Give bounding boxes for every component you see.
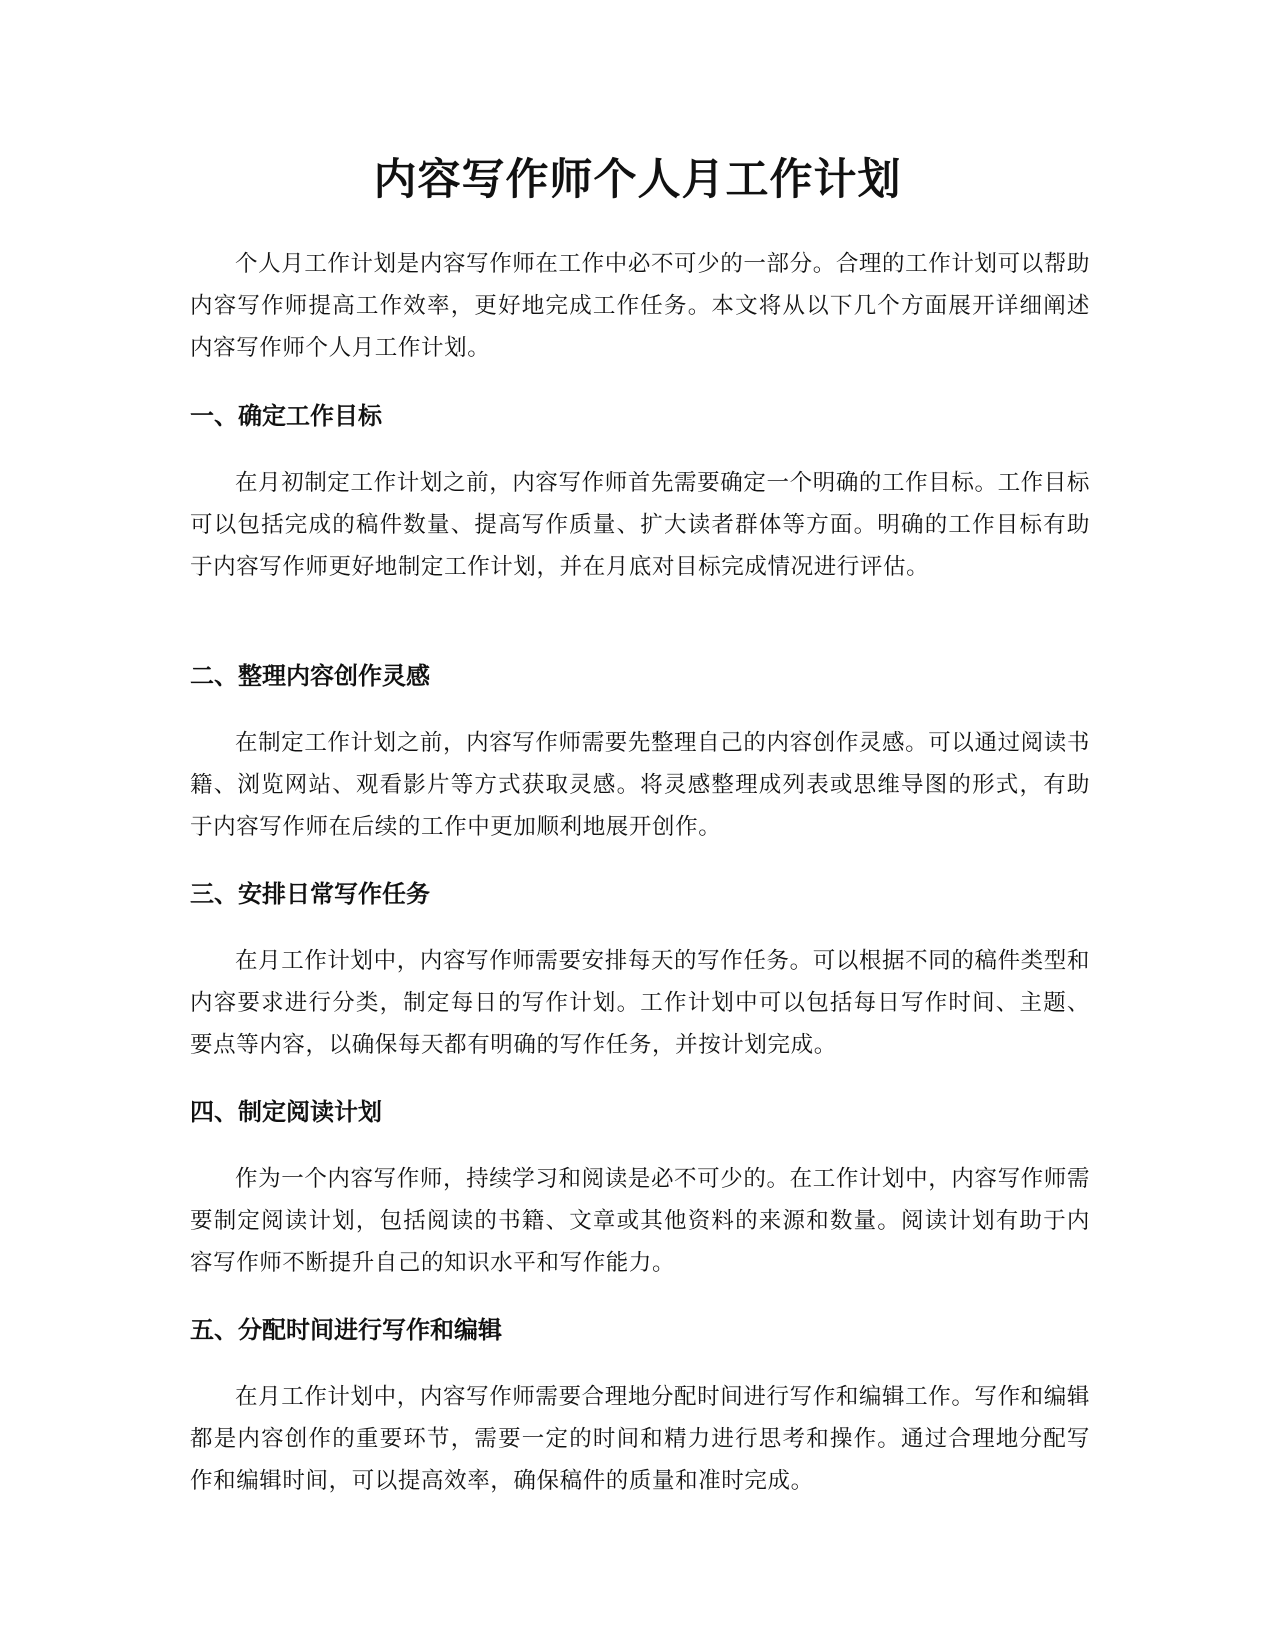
section-heading-daily-tasks: 三、安排日常写作任务 xyxy=(190,880,430,908)
section-heading-time-allocation: 五、分配时间进行写作和编辑 xyxy=(190,1316,502,1344)
section-heading-inspiration: 二、整理内容创作灵感 xyxy=(190,662,430,690)
section-heading-reading-plan: 四、制定阅读计划 xyxy=(190,1098,382,1126)
section-body-reading-plan: 作为一个内容写作师，持续学习和阅读是必不可少的。在工作计划中，内容写作师需要制定阅读计划，包括阅读的书籍、文章或其他资料的来源和数量。阅读计划有助于内容写作师不断提升自己的知识水平和写作能力。 xyxy=(190,1166,1090,1276)
intro-paragraph: 个人月工作计划是内容写作师在工作中必不可少的一部分。合理的工作计划可以帮助内容写作师提高工作效率，更好地完成工作任务。本文将从以下几个方面展开详细阐述内容写作师个人月工作计划。 xyxy=(190,251,1090,361)
section-body-time-allocation: 在月工作计划中，内容写作师需要合理地分配时间进行写作和编辑工作。写作和编辑都是内容创作的重要环节，需要一定的时间和精力进行思考和操作。通过合理地分配写作和编辑时间，可以提高效率，确保稿件的质量和准时完成。 xyxy=(190,1384,1090,1494)
section-body-daily-tasks: 在月工作计划中，内容写作师需要安排每天的写作任务。可以根据不同的稿件类型和内容要求进行分类，制定每日的写作计划。工作计划中可以包括每日写作时间、主题、要点等内容，以确保每天都有明确的写作任务，并按计划完成。 xyxy=(190,948,1090,1058)
document-title: 内容写作师个人月工作计划 xyxy=(373,155,902,205)
section-body-goals: 在月初制定工作计划之前，内容写作师首先需要确定一个明确的工作目标。工作目标可以包括完成的稿件数量、提高写作质量、扩大读者群体等方面。明确的工作目标有助于内容写作师更好地制定工作计划，并在月底对目标完成情况进行评估。 xyxy=(190,470,1090,580)
section-heading-goals: 一、确定工作目标 xyxy=(190,402,382,430)
section-body-inspiration: 在制定工作计划之前，内容写作师需要先整理自己的内容创作灵感。可以通过阅读书籍、浏览网站、观看影片等方式获取灵感。将灵感整理成列表或思维导图的形式，有助于内容写作师在后续的工作中更加顺利地展开创作。 xyxy=(190,730,1090,840)
